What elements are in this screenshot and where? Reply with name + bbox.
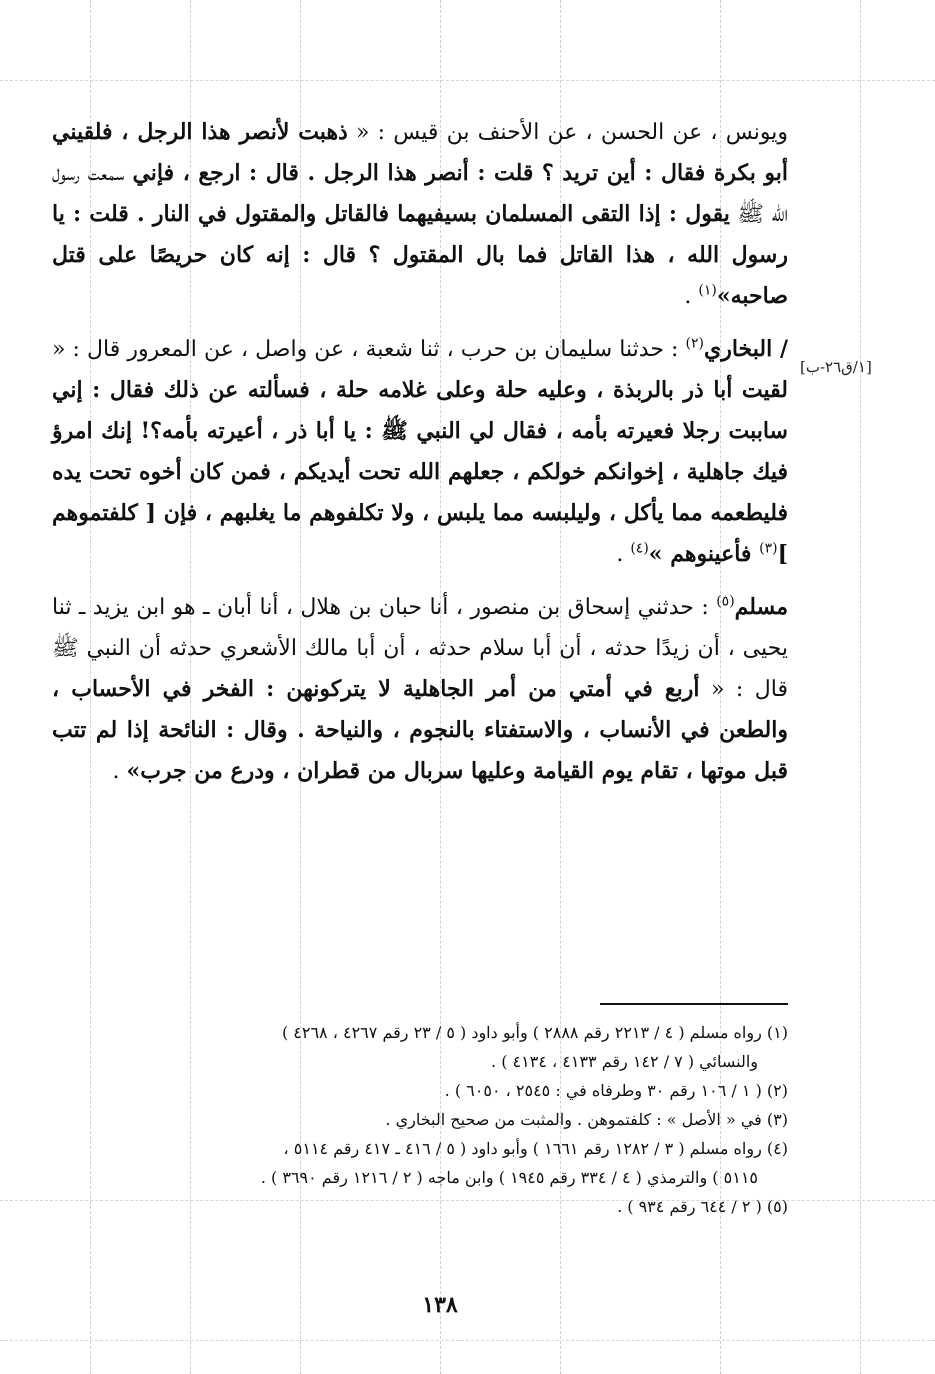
paragraph-text: ويونس ، عن الحسن ، عن الأحنف بن قيس : « bbox=[347, 120, 788, 145]
footnote: (٣) في « الأصل » : كلفتموهن . والمثبت من صحيح البخاري . bbox=[385, 1110, 788, 1129]
main-text bbox=[52, 112, 788, 804]
footnote-ref[interactable]: (٥) bbox=[716, 593, 735, 610]
paragraph-text: . bbox=[112, 759, 127, 784]
footnote-continuation: ٥١١٥ ) والترمذي ( ٤ / ٣٣٤ رقم ١٩٤٥ ) وابن ماجه ( ٢ / ١٢١٦ رقم ٣٦٩٠ ) . bbox=[260, 1168, 758, 1187]
footnote-separator bbox=[600, 1003, 788, 1005]
footnote: (٤) رواه مسلم ( ٣ / ١٢٨٢ رقم ١٦٦١ ) وأبو داود ( ٥ / ٤١٦ ـ ٤١٧ رقم ٥١١٤ ، bbox=[283, 1139, 788, 1158]
source-name: / البخاري bbox=[703, 336, 788, 362]
footnote: (٢) ( ١ / ١٠٦ رقم ٣٠ وطرفاه في : ٢٥٤٥ ، ٦٠٥٠ ) . bbox=[444, 1081, 788, 1100]
paragraph bbox=[52, 329, 788, 575]
footnote-ref[interactable]: (٣) bbox=[759, 540, 778, 557]
footnote: (١) رواه مسلم ( ٤ / ٢٢١٣ رقم ٢٨٨٨ ) وأبو داود ( ٥ / ٢٣ رقم ٤٢٦٧ ، ٤٢٦٨ ) bbox=[281, 1023, 788, 1042]
hadith-text: أربع في أمتي من أمر الجاهلية لا يتركونهن : الفخر في الأحساب ، والطعن في الأنساب ، والاستفتاء بالنجوم ، والنياحة . وقال : النائحة إذا لم تتب قبل موتها ، تقام يوم القيامة وعليها سربال من قطران ، ودرع من جرب» bbox=[52, 676, 788, 784]
hadith-text: لقيت أبا ذر بالربذة ، وعليه حلة وعلى غلامه حلة ، فسألته عن ذلك فقال : إني ساببت رجلا فعيرته بأمه ، فقال لي النبي ﷺ : يا أبا ذر ، أعيرته بأمه؟! إنك امرؤ فيك جاهلية ، إخوانكم خولكم ، جعلهم الله تحت أيديكم ، فمن كان أخوه تحت يده فليطعمه مما يأكل ، وليلبسه مما يلبس ، ولا تكلفوهم ما يغلبهم ، فإن [ كلفتموهم ] bbox=[52, 377, 788, 567]
hadith-text: فأعينوهم » bbox=[648, 541, 760, 567]
footnotes bbox=[52, 1018, 788, 1221]
page-number: ١٣٨ bbox=[422, 1292, 458, 1318]
paragraph-text: . bbox=[684, 284, 699, 309]
guide-line bbox=[0, 80, 935, 81]
hadith-text: يقول : إذا التقى المسلمان بسيفيهما فالقاتل والمقتول في النار . قلت : يا رسول الله ، هذا القاتل فما بال المقتول ؟ قال : إنه كان حريصًا على قتل صاحبه» bbox=[52, 201, 788, 309]
paragraph-text: : حدثني إسحاق بن منصور ، أنا حبان بن هلال ، أنا أبان ـ هو ابن يزيد ـ ثنا يحيى ، أن زيدًا حدثه ، أن أبا سلام حدثه ، أن أبا مالك الأشعري حدثه أن النبي ﷺ قال : « bbox=[52, 595, 789, 702]
guide-line bbox=[860, 0, 861, 1374]
paragraph bbox=[52, 112, 788, 317]
footnote-continuation: والنسائي ( ٧ / ١٤٢ رقم ٤١٣٣ ، ٤١٣٤ ) . bbox=[491, 1052, 758, 1071]
footnote: (٥) ( ٢ / ٦٤٤ رقم ٩٣٤ ) . bbox=[617, 1197, 788, 1216]
paragraph-text: : حدثنا سليمان بن حرب ، ثنا شعبة ، عن واصل ، عن المعرور قال : « bbox=[52, 337, 686, 362]
footnote-ref[interactable]: (٤) bbox=[630, 540, 649, 557]
margin-note: [١/ق٢٦-ب] bbox=[800, 358, 872, 376]
hadith-text: ذهبت لأنصر هذا الرجل ، فلقيني أبو بكرة فقال : أين تريد ؟ قلت : أنصر هذا الرجل . قال : ارجع ، فإني bbox=[52, 119, 788, 186]
footnote-ref[interactable]: (٢) bbox=[685, 335, 704, 352]
paragraph-text: . bbox=[616, 542, 631, 567]
paragraph-text: سمعت رسول الله ﷺ bbox=[52, 161, 788, 227]
paragraph bbox=[52, 587, 788, 792]
footnote-ref[interactable]: (١) bbox=[698, 282, 717, 299]
source-name: مسلم bbox=[734, 594, 788, 620]
guide-line bbox=[0, 1340, 935, 1341]
